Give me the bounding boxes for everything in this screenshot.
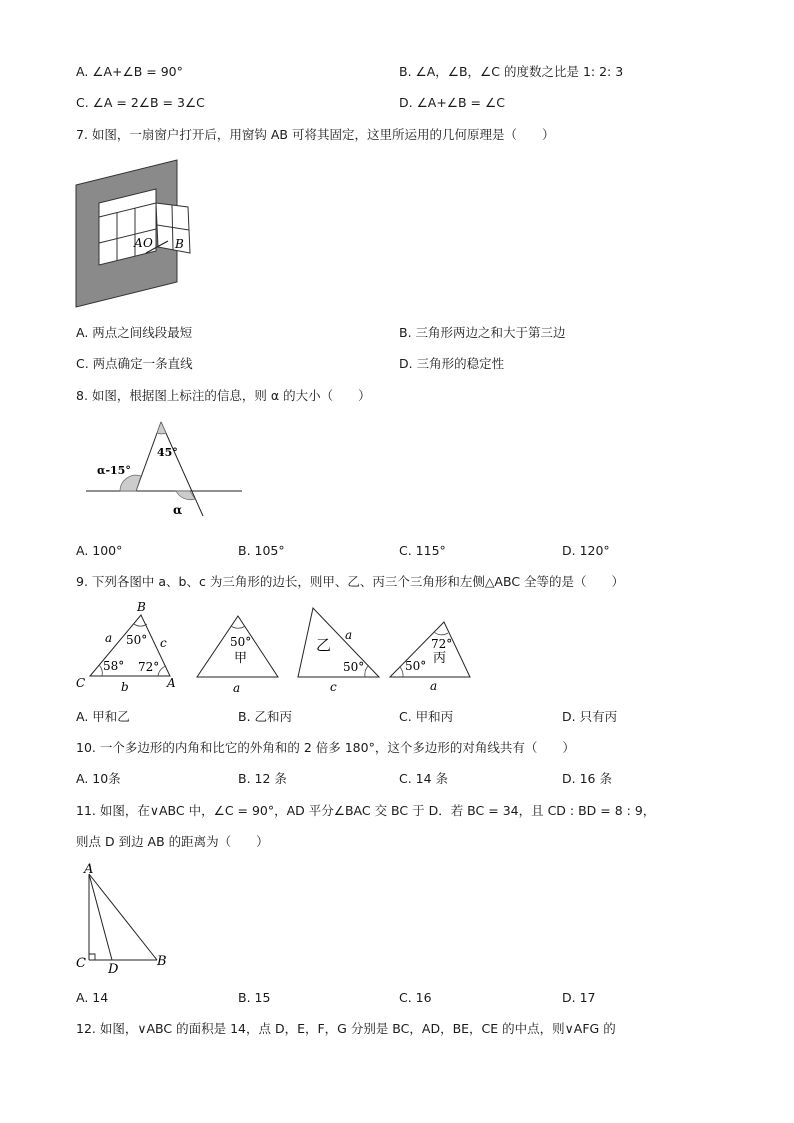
q9-option-d: D. 只有丙 — [562, 709, 618, 724]
q9-label-b: B — [137, 600, 146, 614]
q11-label-a: A — [84, 862, 94, 877]
q11-label-b: B — [157, 954, 167, 969]
q12-stem: 12. 如图，∨ABC 的面积是 14，点 D，E，F，G 分别是 BC，AD，BE，CE 的中点，则∨AFG 的 — [76, 1021, 616, 1036]
q9-stem: 9. 下列各图中 a、b、c 为三角形的边长，则甲、乙、丙三个三角形和左侧△ABC 全等的是（ ） — [76, 574, 625, 589]
q7-option-c: C. 两点确定一条直线 — [76, 356, 193, 371]
q9-jia-name: 甲 — [234, 651, 248, 666]
q8-option-d: D. 120° — [562, 543, 610, 558]
q11-label-d: D — [108, 962, 119, 977]
q8-right-side — [161, 422, 203, 516]
q9-option-a: A. 甲和乙 — [76, 709, 130, 724]
q8-angle-figure — [80, 418, 250, 523]
q6-option-d-text: D. ∠A+∠B = ∠C — [399, 95, 505, 110]
q9-jia-angle: 50° — [230, 635, 252, 649]
q11-side-ab — [89, 874, 157, 960]
q10-option-c: C. 14 条 — [399, 771, 449, 786]
q9-angle-50: 50° — [126, 633, 148, 647]
q9-yi-name: 乙 — [316, 636, 332, 654]
q9-yi-side-c: c — [330, 680, 337, 694]
q9-option-b: B. 乙和丙 — [238, 709, 293, 724]
q11-option-b: B. 15 — [238, 990, 271, 1005]
q7-option-b: B. 三角形两边之和大于第三边 — [399, 325, 566, 340]
q9-angle-58: 58° — [103, 659, 125, 673]
q9-label-a: A — [167, 676, 176, 690]
q7-window-frame — [99, 189, 156, 265]
q7-option-a: A. 两点之间线段最短 — [76, 325, 193, 340]
q8-label-45: 45° — [157, 446, 178, 459]
q9-side-b: b — [121, 680, 129, 694]
q11-option-c: C. 16 — [399, 990, 432, 1005]
q9-triangle-jia — [197, 616, 278, 695]
q10-option-a: A. 10条 — [76, 771, 121, 786]
q9-jia-side: a — [233, 681, 241, 695]
q9-triangle-bing — [390, 622, 470, 693]
q11-option-d: D. 17 — [562, 990, 596, 1005]
q6-option-b-text: B. ∠A，∠B，∠C 的度数之比是 1: 2: 3 — [399, 64, 624, 79]
q7-label-o: O — [143, 236, 153, 250]
q6-option-c-text: C. ∠A = 2∠B = 3∠C — [76, 95, 205, 110]
q9-label-c: C — [76, 676, 86, 690]
q11-stem-line1: 11. 如图，在∨ABC 中，∠C = 90°，AD 平分∠BAC 交 BC 于 D．若 BC = 34，且 CD : BD = 8 : 9， — [76, 803, 656, 818]
q11-right-angle-mark — [89, 954, 95, 960]
q9-bing-side: a — [430, 679, 438, 693]
q6-option-a-text: A. ∠A+∠B = 90° — [76, 64, 183, 79]
q8-stem: 8. 如图，根据图上标注的信息，则 α 的大小（ ） — [76, 388, 371, 403]
q11-option-a: A. 14 — [76, 990, 109, 1005]
q11-stem-line2: 则点 D 到边 AB 的距离为（ ） — [76, 834, 269, 849]
q11-bisector-ad — [89, 874, 112, 960]
q7-label-a: A — [134, 236, 143, 250]
q11-right-triangle-figure — [72, 862, 182, 977]
q9-bing-name: 丙 — [433, 651, 447, 666]
q6-option-c — [76, 95, 205, 111]
q9-side-a: a — [105, 631, 113, 645]
q11-label-c: C — [76, 956, 86, 971]
q6-option-a — [76, 64, 183, 80]
q8-left-angle-mark — [120, 475, 141, 491]
q7-option-d: D. 三角形的稳定性 — [399, 356, 505, 371]
q8-label-alpha-minus-15: α-15° — [97, 464, 131, 477]
q9-yi-angle: 50° — [343, 660, 365, 674]
q8-option-b: B. 105° — [238, 543, 285, 558]
q9-bing-angle-72: 72° — [431, 637, 453, 651]
q9-bing-angle-50: 50° — [405, 659, 427, 673]
q10-stem: 10. 一个多边形的内角和比它的外角和的 2 倍多 180°，这个多边形的对角线共有（ ） — [76, 740, 575, 755]
q7-window-figure — [72, 155, 197, 310]
q9-option-c: C. 甲和丙 — [399, 709, 454, 724]
q8-option-a: A. 100° — [76, 543, 123, 558]
q8-option-c: C. 115° — [399, 543, 446, 558]
q9-triangle-yi — [298, 608, 379, 694]
q9-side-c: c — [160, 636, 167, 650]
q9-triangle-abc — [76, 600, 176, 694]
q6-option-b — [399, 64, 623, 80]
q10-option-b: B. 12 条 — [238, 771, 287, 786]
q8-label-alpha: α — [173, 503, 183, 517]
q7-label-b: B — [175, 237, 184, 251]
q6-option-d — [399, 95, 505, 111]
q9-angle-72: 72° — [138, 660, 160, 674]
q7-stem: 7. 如图，一扇窗户打开后，用窗钩 AB 可将其固定，这里所运用的几何原理是（ ） — [76, 127, 555, 142]
q10-option-d: D. 16 条 — [562, 771, 612, 786]
q9-yi-side-a: a — [345, 628, 353, 642]
q9-triangles-figure — [72, 598, 482, 698]
